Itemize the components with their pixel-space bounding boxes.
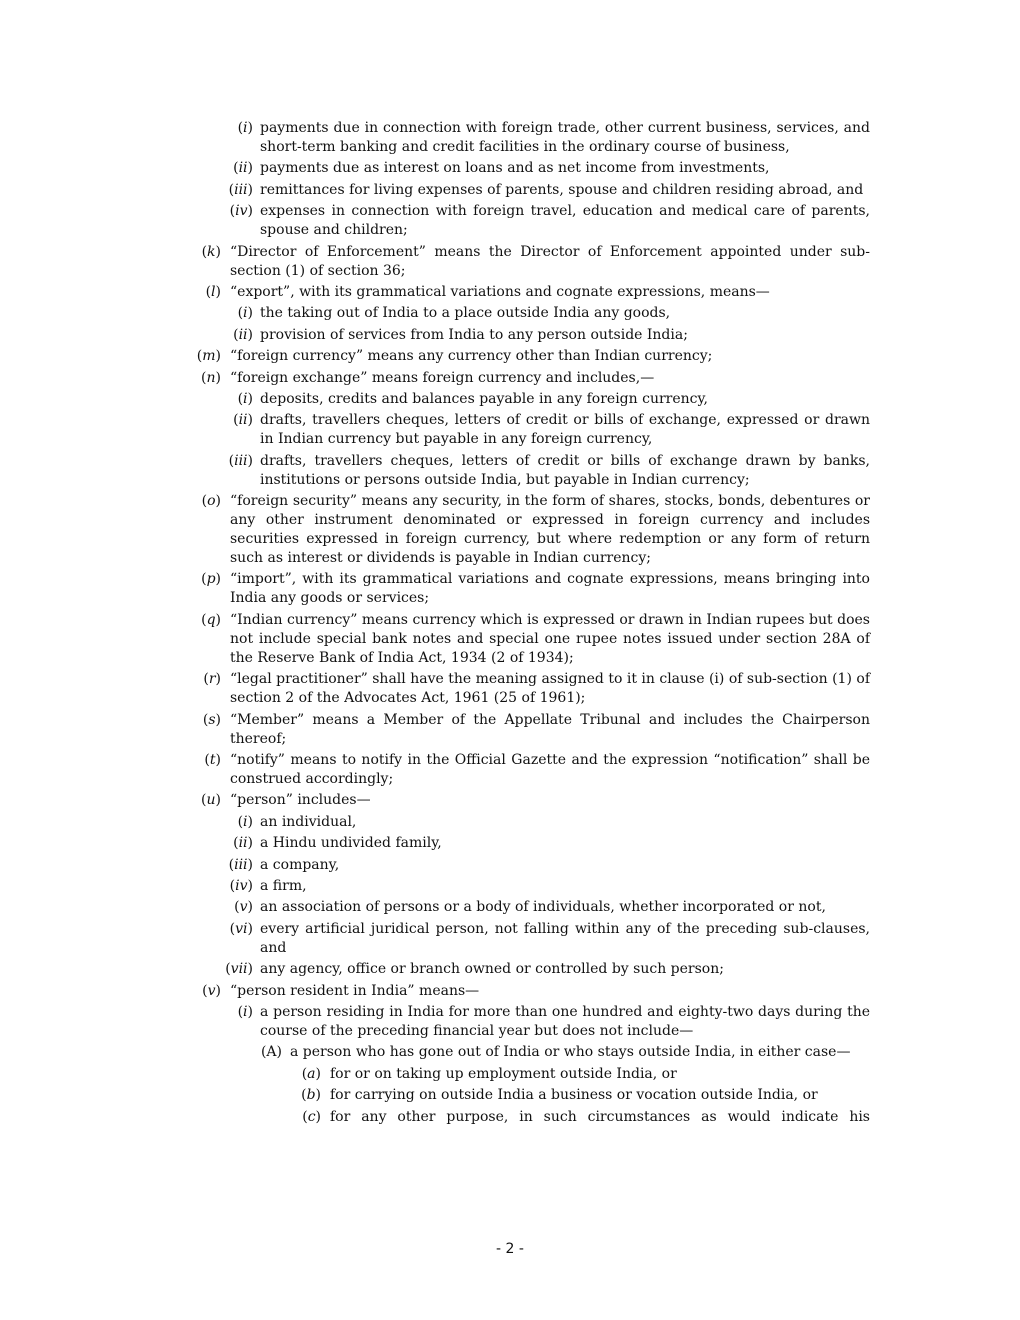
clause-label: (ii): [233, 835, 253, 852]
clause-item: [229, 202, 870, 240]
definition-item: [203, 670, 870, 708]
clause-text: a person who has gone out of India or who stays outside India, in either case—: [290, 1044, 851, 1061]
clause-text: provision of services from India to any person outside India;: [260, 326, 688, 343]
clause-text: a company,: [260, 856, 340, 873]
clause-label: (i): [237, 390, 253, 407]
clause-label: (iii): [228, 856, 253, 873]
clause-text: “foreign exchange” means foreign currency and includes,—: [230, 369, 655, 386]
clause-label: (k): [201, 243, 221, 260]
clause-item: [228, 452, 870, 490]
clause-label: (iii): [228, 452, 253, 469]
clause-label: (i): [237, 305, 253, 322]
page-number: - 2 -: [496, 1241, 524, 1257]
clause-label: (v): [234, 899, 253, 916]
clause-text: “notify” means to notify in the Official Gazette and the expression “notification” shall be construed accordingly;: [230, 752, 870, 788]
clause-label: (v): [202, 982, 221, 999]
clause-label: (i): [237, 120, 253, 136]
clause-text: for or on taking up employment outside India, or: [330, 1065, 677, 1082]
definition-item: [201, 791, 870, 810]
clause-item: [233, 834, 870, 853]
clause-text: the taking out of India to a place outside India any goods,: [260, 305, 671, 322]
clause-item: [237, 1003, 870, 1041]
clause-text: “person” includes—: [230, 792, 371, 809]
clause-text: “foreign currency” means any currency other than Indian currency;: [230, 348, 713, 365]
definition-item: [201, 243, 870, 281]
clause-item: [237, 813, 870, 832]
clause-item: [234, 898, 870, 917]
clause-label: (A): [260, 1044, 282, 1061]
clause-text: “import”, with its grammatical variations and cognate expressions, means bringing into India any goods or services;: [230, 571, 870, 607]
clause-label: (c): [302, 1108, 321, 1125]
clause-label: (b): [301, 1087, 321, 1104]
clause-item: [237, 390, 870, 409]
clause-text: “Indian currency” means currency which is expressed or drawn in Indian rupees but does not include special bank notes and special one rupee notes issued under section 28A of the Reserve Bank of India Act, 1934 (2 of 1934);: [230, 611, 870, 666]
clause-label: (m): [196, 348, 221, 365]
definition-item: [202, 982, 870, 1001]
definition-item: [201, 570, 870, 608]
sub-clause-item: [260, 1043, 870, 1062]
clause-text: every artificial juridical person, not falling within any of the preceding sub-clauses, and: [260, 920, 870, 956]
clause-text: a firm,: [260, 877, 307, 894]
clause-label: (i): [237, 1003, 253, 1020]
clause-text: for carrying on outside India a business or vocation outside India, or: [330, 1087, 818, 1104]
clause-text: “person resident in India” means—: [230, 982, 480, 999]
clause-label: (t): [204, 752, 221, 769]
clause-text: for any other purpose, in such circumstances as would indicate his: [330, 1108, 870, 1125]
clause-item: [233, 326, 870, 345]
sub-clause-item: [301, 1086, 870, 1105]
clause-text: drafts, travellers cheques, letters of credit or bills of exchange, expressed or drawn in Indian currency but payable in any foreign currency,: [260, 412, 870, 448]
clause-label: (q): [201, 611, 221, 628]
clause-label: (p): [201, 571, 221, 588]
clause-label: (ii): [233, 326, 253, 343]
clause-item: [229, 877, 870, 896]
definition-item: [202, 711, 870, 749]
clause-text: any agency, office or branch owned or controlled by such person;: [260, 961, 724, 978]
clause-text: “foreign security” means any security, in the form of shares, stocks, bonds, debentures or any other instrument denominated or expressed in foreign currency and includes securities expressed in foreign currency, but where redemption or any form of return such as interest or dividends is payable in Indian currency;: [230, 493, 870, 567]
definition-item: [196, 347, 870, 366]
clause-label: (l): [205, 283, 221, 300]
clause-text: an individual,: [260, 813, 357, 830]
definition-item: [204, 751, 870, 789]
clause-label: (iv): [229, 877, 253, 894]
clause-label: (o): [201, 493, 221, 510]
clause-item: [225, 960, 870, 979]
clause-label: (s): [202, 711, 221, 728]
clause-text: payments due in connection with foreign trade, other current business, services, and short-term banking and credit facilities in the ordinary course of business,: [260, 120, 870, 155]
clause-text: “Member” means a Member of the Appellate Tribunal and includes the Chairperson thereof;: [230, 711, 870, 747]
sub-clause-item: [301, 1065, 870, 1084]
clause-item: [228, 181, 870, 200]
clause-text: “Director of Enforcement” means the Director of Enforcement appointed under sub-section (1) of section 36;: [230, 243, 870, 279]
definition-item: [201, 611, 870, 668]
clause-text: drafts, travellers cheques, letters of credit or bills of exchange drawn by banks, institutions or persons outside India, but payable in Indian currency;: [260, 452, 870, 488]
clause-text: an association of persons or a body of individuals, whether incorporated or not,: [260, 899, 826, 916]
definition-item: [205, 283, 870, 302]
clause-text: deposits, credits and balances payable in any foreign currency,: [260, 390, 708, 407]
clause-text: a Hindu undivided family,: [260, 835, 442, 852]
definition-item: [201, 369, 870, 388]
clause-label: (ii): [233, 160, 253, 177]
clause-label: (i): [237, 813, 253, 830]
clause-item: [233, 159, 870, 178]
clause-text: remittances for living expenses of parents, spouse and children residing abroad, and: [260, 181, 864, 198]
definition-item: [201, 492, 870, 568]
clause-item: [228, 856, 870, 875]
clause-label: (ii): [233, 412, 253, 429]
sub-clause-item: [302, 1108, 870, 1127]
clause-label: (r): [203, 671, 221, 688]
clause-text: payments due as interest on loans and as net income from investments,: [260, 160, 770, 177]
clause-text: a person residing in India for more than one hundred and eighty-two days during the course of the preceding financial year but does not include—: [260, 1003, 870, 1039]
clause-label: (u): [201, 792, 221, 809]
clause-text: “export”, with its grammatical variations and cognate expressions, means—: [230, 283, 770, 300]
clause-label: (vi): [229, 920, 253, 937]
clause-item: [229, 920, 870, 958]
clause-item: [237, 304, 870, 323]
clause-text: “legal practitioner” shall have the meaning assigned to it in clause (i) of sub-section (1) of section 2 of the Advocates Act, 1961 (25 of 1961);: [230, 671, 870, 707]
document-body: [0, 119, 1020, 1129]
clause-item: [237, 119, 870, 157]
clause-item: [233, 411, 870, 449]
clause-label: (vii): [225, 961, 253, 978]
clause-label: (iv): [229, 203, 253, 220]
clause-label: (iii): [228, 181, 253, 198]
clause-label: (a): [301, 1065, 321, 1082]
clause-label: (n): [201, 369, 221, 386]
clause-text: expenses in connection with foreign travel, education and medical care of parents, spouse and children;: [260, 203, 870, 239]
